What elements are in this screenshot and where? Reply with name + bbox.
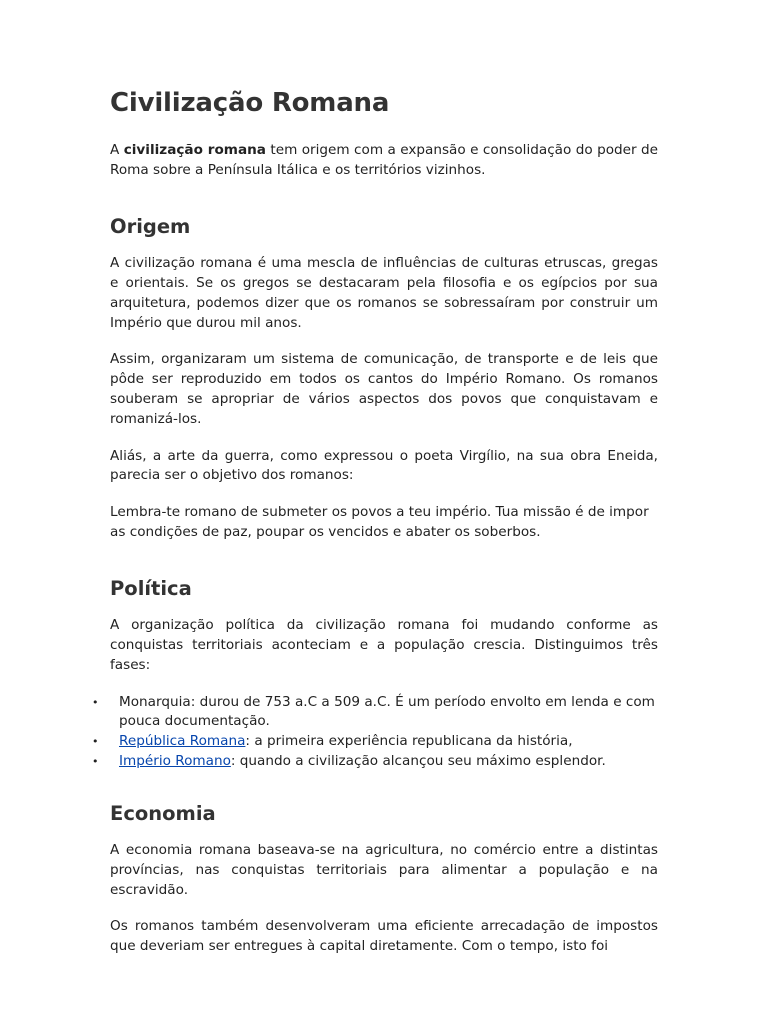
politica-paragraph-1: A organização política da civilização romana foi mudando conforme as conquistas territoriais aconteciam e a população crescia. Distinguimos três fases:	[110, 617, 658, 673]
fases-list	[92, 693, 658, 772]
list-item	[92, 732, 658, 752]
link-imperio-romano[interactable]: Império Romano	[119, 752, 231, 769]
origem-paragraph-2: Assim, organizaram um sistema de comunicação, de transporte e de leis que pôde ser reproduzido em todos os cantos do Império Romano. Os romanos souberam se apropriar de vários aspectos dos povos que conquistavam e romanizá-los.	[110, 351, 658, 427]
bullet-icon: •	[92, 735, 99, 749]
economia-paragraph-2: Os romanos também desenvolveram uma eficiente arrecadação de impostos que deveriam ser entregues à capital diretamente. Com o tempo, isto foi	[110, 918, 658, 955]
origem-quote: Lembra-te romano de submeter os povos a teu império. Tua missão é de impor as condições de paz, poupar os vencidos e abater os soberbos.	[110, 504, 649, 540]
link-republica-romana[interactable]: República Romana	[119, 733, 246, 750]
list-item	[92, 693, 658, 733]
bullet-icon: •	[92, 695, 99, 709]
intro-prefix: A	[110, 142, 124, 159]
origem-paragraph-3: Aliás, a arte da guerra, como expressou o poeta Virgílio, na sua obra Eneida, parecia ser o objetivo dos romanos:	[110, 447, 658, 484]
document-page	[92, 88, 658, 974]
heading-economia: Economia	[110, 801, 216, 825]
list-item	[92, 752, 658, 772]
economia-paragraph-1: A economia romana baseava-se na agricultura, no comércio entre a distintas províncias, nas conquistas territoriais para alimentar a população e na escravidão.	[110, 842, 658, 898]
intro-suffix: tem origem com a expansão e consolidação do poder de Roma sobre a Península Itálica e os territórios vizinhos.	[110, 142, 658, 178]
intro-paragraph	[110, 141, 658, 181]
list-item-text: : quando a civilização alcançou seu máximo esplendor.	[230, 752, 606, 769]
origem-paragraph-1: A civilização romana é uma mescla de influências de culturas etruscas, gregas e orientais. Se os gregos se destacaram pela filosofia e os egípcios por sua arquitetura, podemos dizer que os romanos se sobressaíram por construir um Império que durou mil anos.	[110, 255, 658, 331]
bullet-icon: •	[92, 754, 99, 768]
intro-bold-term: civilização romana	[123, 142, 266, 159]
page-title: Civilização Romana	[110, 88, 390, 118]
list-item-text: : a primeira experiência republicana da história,	[245, 733, 573, 750]
heading-politica: Política	[110, 576, 192, 600]
list-item-text: Monarquia: durou de 753 a.C a 509 a.C. É um período envolto em lenda e com pouca documentação.	[119, 693, 655, 730]
heading-origem: Origem	[110, 214, 191, 238]
